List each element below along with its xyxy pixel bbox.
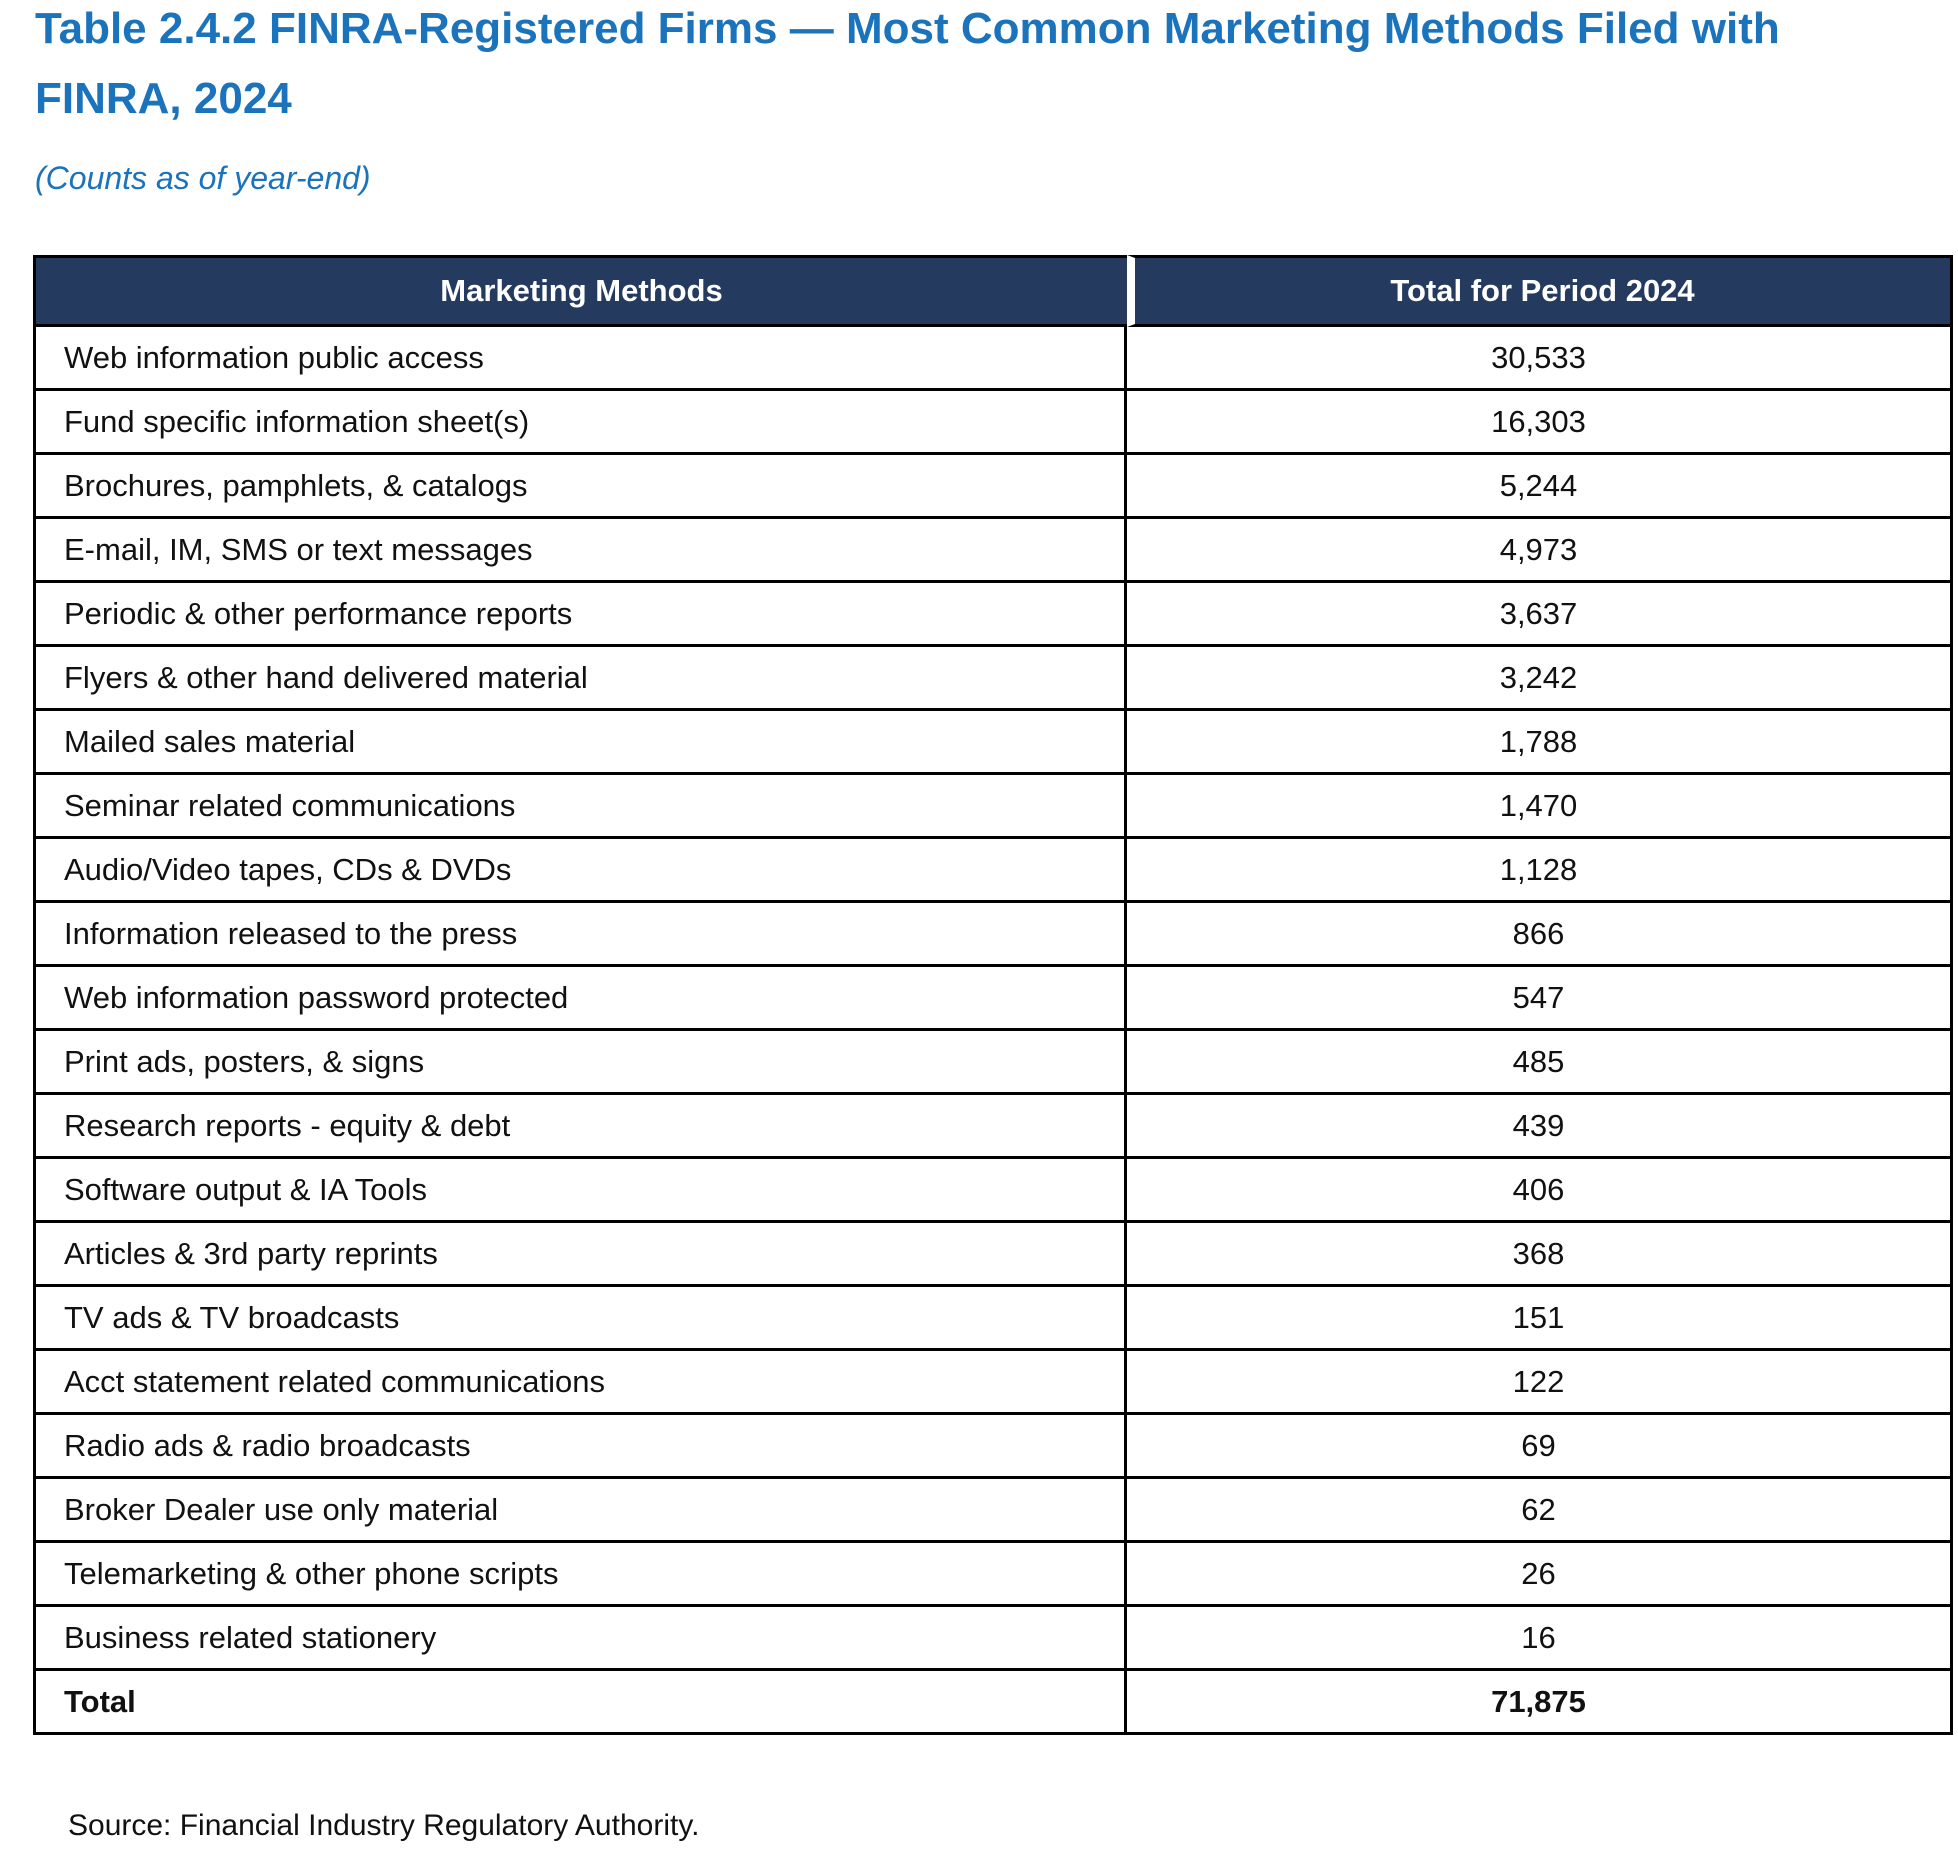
value-cell: 16,303 (1127, 391, 1953, 455)
method-cell: Articles & 3rd party reprints (33, 1223, 1127, 1287)
value-cell: 3,242 (1127, 647, 1953, 711)
column-header-total-for-period-2024: Total for Period 2024 (1127, 255, 1953, 327)
value-cell: 368 (1127, 1223, 1953, 1287)
table-row (33, 1479, 1953, 1543)
table-row (33, 1159, 1953, 1223)
value-cell: 1,788 (1127, 711, 1953, 775)
method-cell: Acct statement related communications (33, 1351, 1127, 1415)
method-cell: E-mail, IM, SMS or text messages (33, 519, 1127, 583)
table-row (33, 967, 1953, 1031)
method-cell: Fund specific information sheet(s) (33, 391, 1127, 455)
method-cell: Broker Dealer use only material (33, 1479, 1127, 1543)
table-row (33, 327, 1953, 391)
total-row (33, 1671, 1953, 1735)
table-row (33, 391, 1953, 455)
table-row (33, 775, 1953, 839)
value-cell: 122 (1127, 1351, 1953, 1415)
table-title-line2: FINRA, 2024 (35, 74, 292, 123)
source-note: Source: Financial Industry Regulatory Authority. (68, 1809, 700, 1842)
table-body (33, 327, 1953, 1671)
method-cell: Web information public access (33, 327, 1127, 391)
value-cell: 151 (1127, 1287, 1953, 1351)
method-cell: Radio ads & radio broadcasts (33, 1415, 1127, 1479)
table-title-line1: Table 2.4.2 FINRA-Registered Firms — Most Common Marketing Methods Filed with (35, 4, 1780, 53)
method-cell: Business related stationery (33, 1607, 1127, 1671)
table-subtitle: (Counts as of year-end) (35, 160, 371, 196)
value-cell: 1,128 (1127, 839, 1953, 903)
method-cell: Information released to the press (33, 903, 1127, 967)
marketing-methods-table (33, 255, 1953, 1735)
value-cell: 547 (1127, 967, 1953, 1031)
value-cell: 4,973 (1127, 519, 1953, 583)
value-cell: 69 (1127, 1415, 1953, 1479)
method-cell: Print ads, posters, & signs (33, 1031, 1127, 1095)
value-cell: 26 (1127, 1543, 1953, 1607)
value-cell: 866 (1127, 903, 1953, 967)
table-title (35, 0, 1958, 134)
method-cell: Mailed sales material (33, 711, 1127, 775)
method-cell: Software output & IA Tools (33, 1159, 1127, 1223)
method-cell: Seminar related communications (33, 775, 1127, 839)
table-row (33, 1543, 1953, 1607)
table-row (33, 1031, 1953, 1095)
method-cell: Brochures, pamphlets, & catalogs (33, 455, 1127, 519)
table-row (33, 711, 1953, 775)
table-row (33, 903, 1953, 967)
method-cell: Flyers & other hand delivered material (33, 647, 1127, 711)
value-cell: 3,637 (1127, 583, 1953, 647)
total-value-cell: 71,875 (1127, 1671, 1953, 1735)
table-row (33, 1223, 1953, 1287)
table-row (33, 1287, 1953, 1351)
value-cell: 439 (1127, 1095, 1953, 1159)
table-row (33, 1607, 1953, 1671)
method-cell: Research reports - equity & debt (33, 1095, 1127, 1159)
method-cell: Telemarketing & other phone scripts (33, 1543, 1127, 1607)
table-row (33, 455, 1953, 519)
table-row (33, 1095, 1953, 1159)
total-label-cell: Total (33, 1671, 1127, 1735)
column-header-marketing-methods: Marketing Methods (33, 255, 1127, 327)
table-row (33, 1415, 1953, 1479)
header-row (33, 255, 1953, 327)
method-cell: Periodic & other performance reports (33, 583, 1127, 647)
value-cell: 16 (1127, 1607, 1953, 1671)
table-row (33, 647, 1953, 711)
table-row (33, 839, 1953, 903)
table-row (33, 583, 1953, 647)
value-cell: 406 (1127, 1159, 1953, 1223)
method-cell: TV ads & TV broadcasts (33, 1287, 1127, 1351)
value-cell: 62 (1127, 1479, 1953, 1543)
value-cell: 5,244 (1127, 455, 1953, 519)
table-row (33, 519, 1953, 583)
method-cell: Web information password protected (33, 967, 1127, 1031)
table-row (33, 1351, 1953, 1415)
method-cell: Audio/Video tapes, CDs & DVDs (33, 839, 1127, 903)
value-cell: 1,470 (1127, 775, 1953, 839)
value-cell: 30,533 (1127, 327, 1953, 391)
value-cell: 485 (1127, 1031, 1953, 1095)
